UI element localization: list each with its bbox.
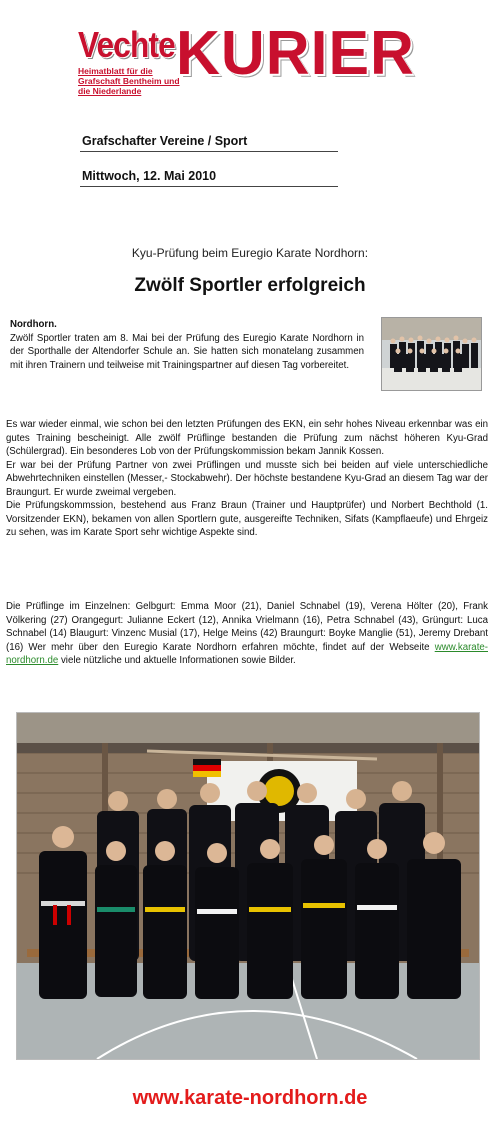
masthead-brand-small: Vechte [78,24,175,65]
section-label: Grafschafter Vereine / Sport [82,134,248,148]
masthead-logo [78,19,415,108]
article-body [6,418,488,540]
body-paragraph: Die Prüfungskommssion, bestehend aus Franz Braun (Trainer und Hauptprüfer) und Norbert Bechthold (1. Vorsitzender EKN), bekamen von allen Sportlern gute, ausgereifte Techniken, Sifats (Kampflaeufe) und Ehrgeiz zu sehen, was im Karate Sport sehr wichtige Aspekte sind. [6,500,488,538]
lead-text: Zwölf Sportler traten am 8. Mai bei der Prüfung des Euregio Karate Nordhorn in der Sporthalle der Altendorfer Schule an. Sie hatten sich monatelang zusammen mit ihren Trainern und teilweise mit Trainingspartner auf diesen Tag vorbereitet. [10,332,364,371]
group-photo [16,712,480,1060]
article-lead [10,318,364,372]
group-photo-image [17,713,479,1059]
publication-date: Mittwoch, 12. Mai 2010 [82,169,217,183]
participants-paragraph [6,600,488,668]
thumbnail-photo-image [382,318,481,390]
thumbnail-photo [381,317,482,391]
website-link[interactable]: www.karate-nordhorn.de [6,641,488,666]
masthead-tagline: Heimatblatt für die Grafschaft Bentheim und die Niederlande [78,66,180,96]
article-headline: Zwölf Sportler erfolgreich [134,275,366,296]
footer-website-url[interactable]: www.karate-nordhorn.de [132,1087,368,1109]
divider [80,186,338,187]
body-paragraph: Es war wieder einmal, wie schon bei den letzten Prüfungen des EKN, ein sehr hohes Niveau erkennbar was ein gutes Training bescheinigt. Alle zwölf Prüflinge bestanden die Prüfung zum nächst höheren Kyu-Grad (Schülergrad). Ein besonderes Lob von der Prüfungskommission bekam Jannik Kossen. [6,419,488,457]
dateline-place: Nordhorn. [10,319,57,330]
participants-text-end: viele nützliche und aktuelle Informationen sowie Bilder. [58,655,296,666]
article-kicker: Kyu-Prüfung beim Euregio Karate Nordhorn: [131,246,369,260]
masthead-brand-large: KURIER [176,19,415,88]
participants-text: Die Prüflinge im Einzelnen: Gelbgurt: Emma Moor (21), Daniel Schnabel (19), Verena Hölter (20), Frank Völkering (27) Orangegurt: Julianne Eckert (12), Annika Vrielmann (16), Petra Schnabel (43), Grüngurt: Luca Schnabel (14) Blaugurt: Vinzenc Musial (17), Helge Meins (42) Braungurt: Boyke Manglie (51), Jeremy Drebant (16) Wer mehr über den Euregio Karate Nordhorn erfahren möchte, findet auf der Webseite [6,601,488,653]
body-paragraph: Er war bei der Prüfung Partner von zwei Prüflingen und musste sich bei beiden auf viele unterschiedliche Abwehrtechniken einstellen (Messer,- Stockabwehr). Der höchste bestandene Kyu-Grad an diesem Tag war der Braungurt. Er wurde zweimal vergeben. [6,459,488,498]
divider [80,151,338,152]
